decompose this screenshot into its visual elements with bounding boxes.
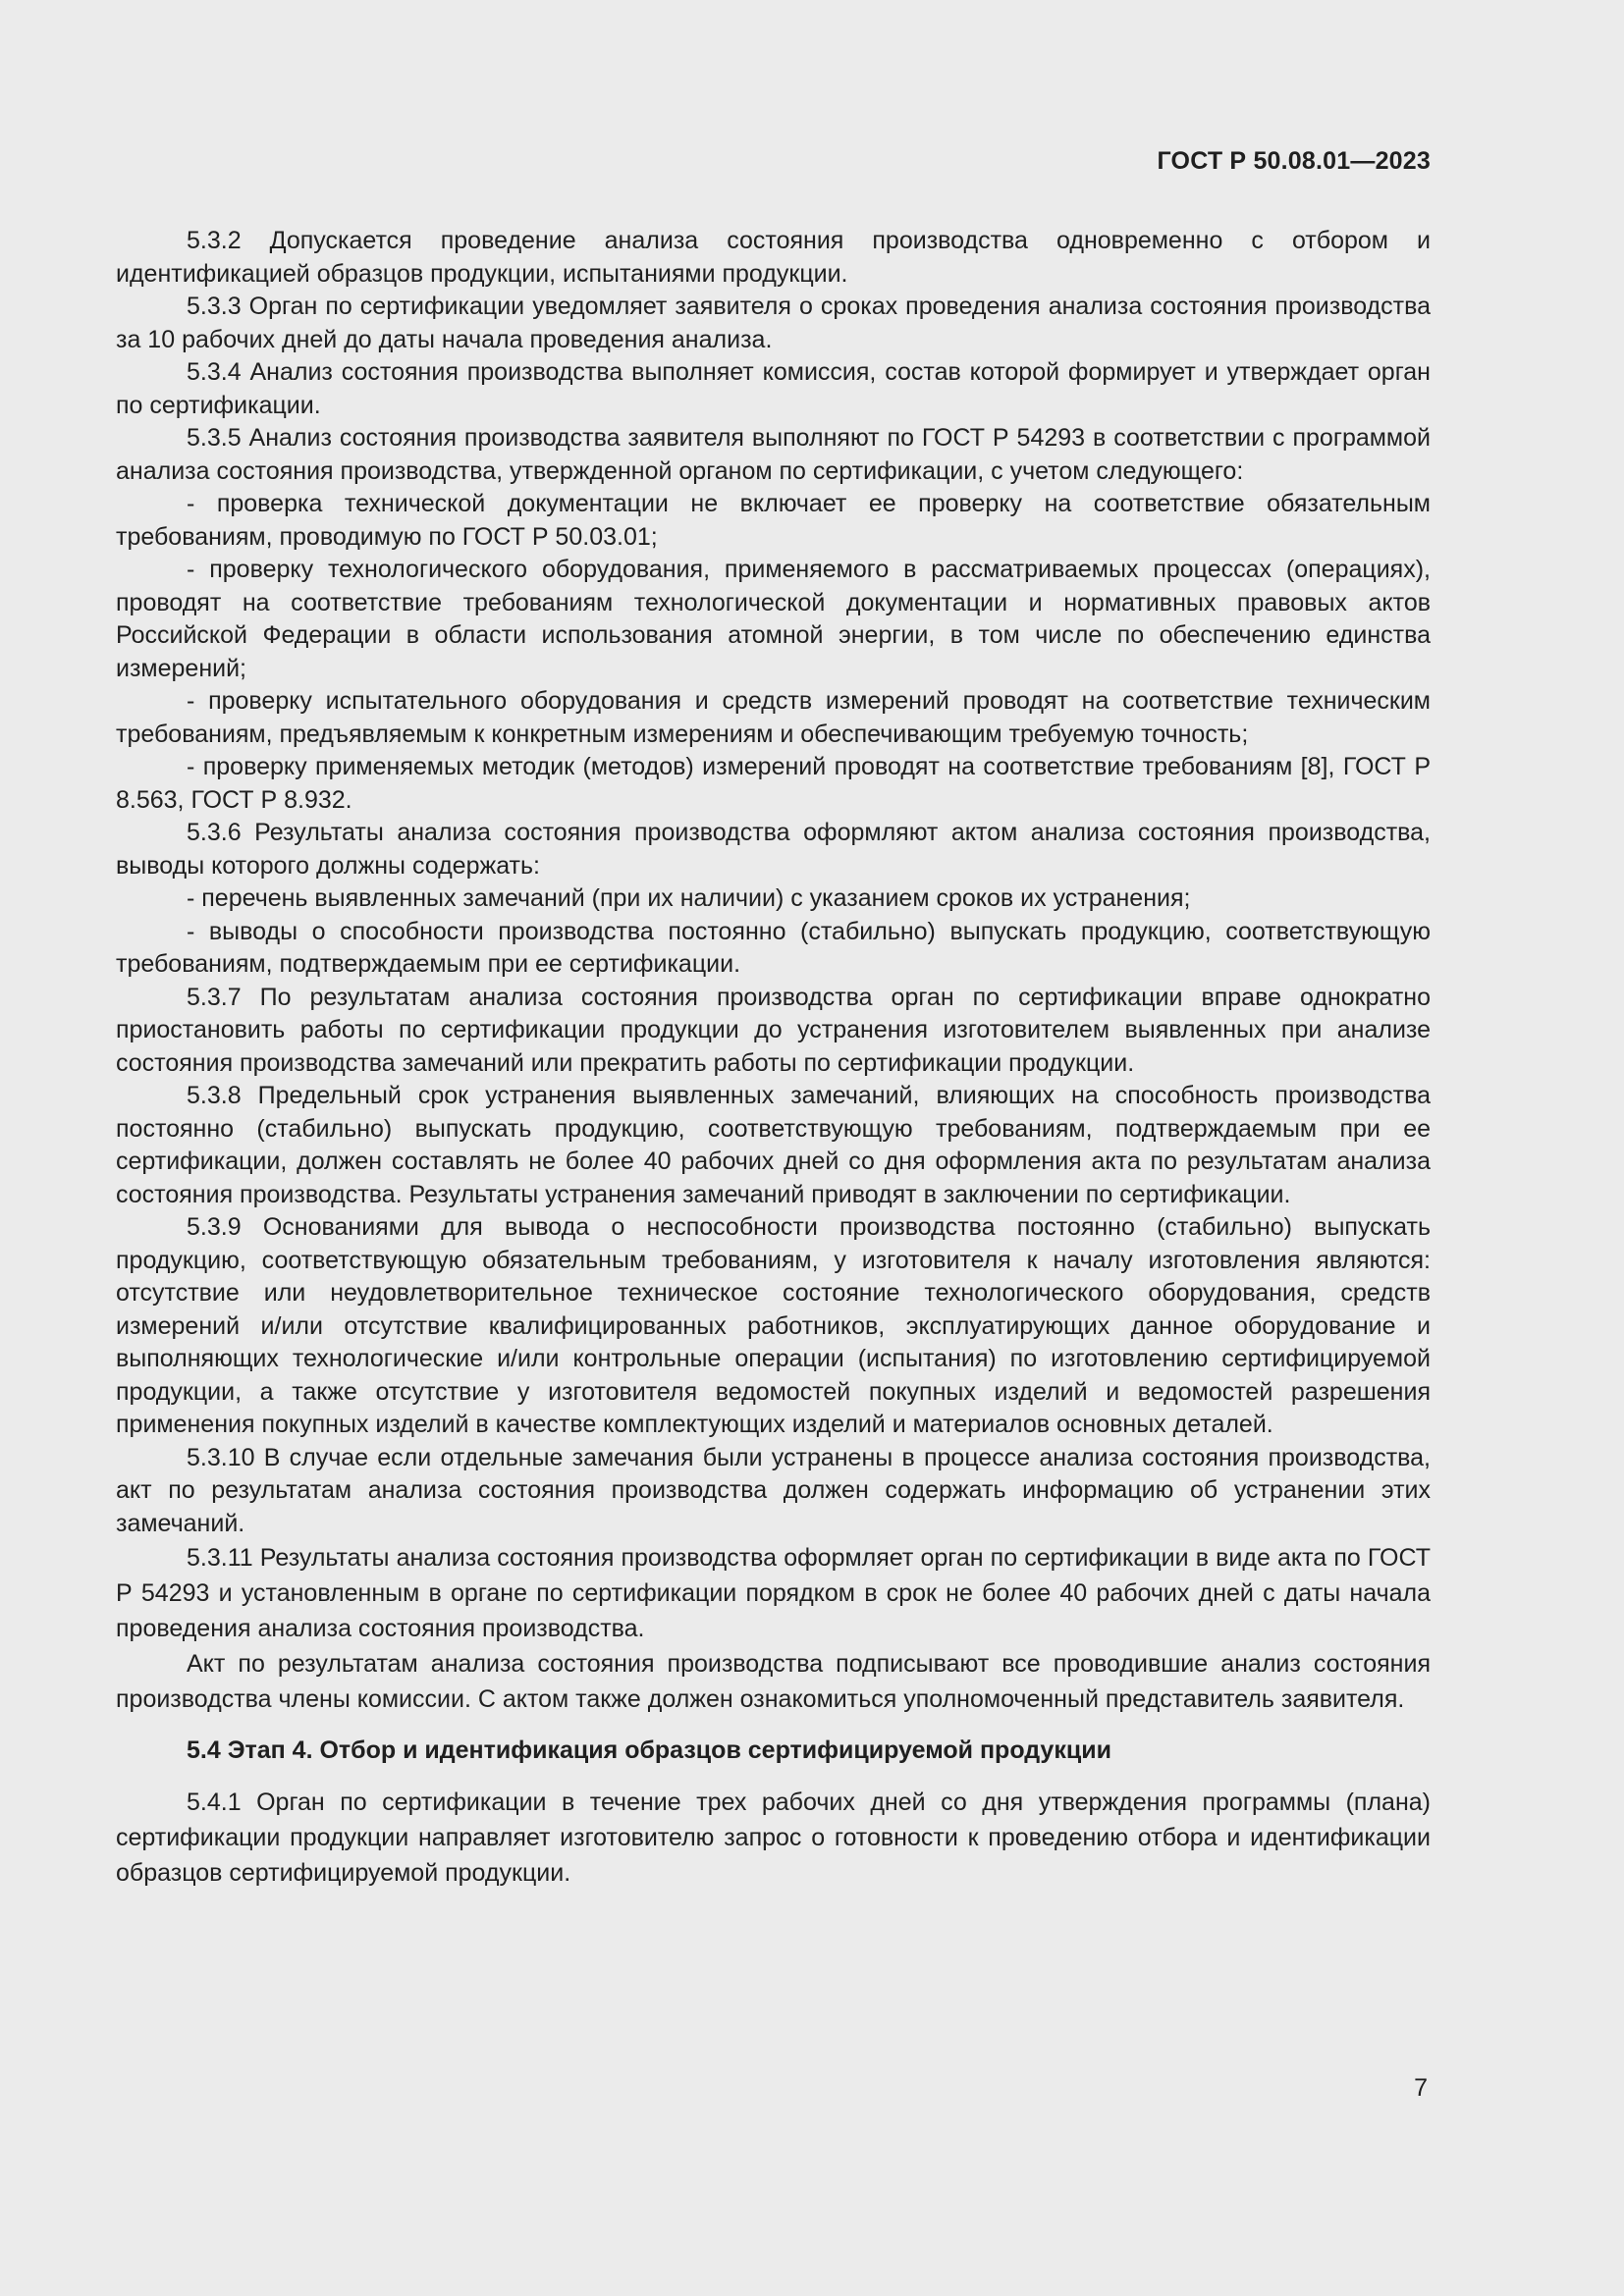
paragraph-5-3-9: 5.3.9 Основаниями для вывода о неспособности производства постоянно (стабильно) выпускать продукцию, соответствующую обязательным требованиям, у изготовителя к началу изготовления являются: отсутствие или неудовлетворительное техническое состояние технологического оборудования, средств измерений и/или отсутствие квалифицированных работников, эксплуатирующих данное оборудование и выполняющих технологические и/или контрольные операции (испытания) по изготовлению сертифицируемой продукции, а также отсутствие у изготовителя ведомостей покупных изделий и ведомостей разрешения применения покупных изделий в качестве комплектующих изделий и материалов основных деталей. bbox=[116, 1213, 1431, 1438]
list-item: - проверку технологического оборудования, применяемого в рассматриваемых процессах (операциях), проводят на соответствие требованиям технологической документации и нормативных правовых актов Российской Федерации в области использования атомной энергии, в том числе по обеспечению единства измерений; bbox=[116, 556, 1431, 682]
list-item: - перечень выявленных замечаний (при их наличии) с указанием сроков их устранения; bbox=[187, 884, 1191, 912]
paragraph-act-signing: Акт по результатам анализа состояния производства подписывают все проводившие анализ состояния производства члены комиссии. С актом также должен ознакомиться уполномоченный представитель заявителя. bbox=[116, 1650, 1431, 1713]
document-body bbox=[116, 225, 1431, 1891]
page-number: 7 bbox=[1414, 2074, 1428, 2102]
paragraph-5-3-7: 5.3.7 По результатам анализа состояния производства орган по сертификации вправе однократно приостановить работы по сертификации продукции до устранения изготовителем выявленных при анализе состояния производства замечаний или прекратить работы по сертификации продукции. bbox=[116, 983, 1431, 1077]
list-item: - проверку применяемых методик (методов) измерений проводят на соответствие требованиям [8], ГОСТ Р 8.563, ГОСТ Р 8.932. bbox=[116, 753, 1431, 814]
paragraph-5-3-6: 5.3.6 Результаты анализа состояния производства оформляют актом анализа состояния производства, выводы которого должны содержать: bbox=[116, 819, 1431, 880]
paragraph-5-3-2: 5.3.2 Допускается проведение анализа состояния производства одновременно с отбором и идентификацией образцов продукции, испытаниями продукции. bbox=[116, 227, 1431, 288]
paragraph-5-3-3: 5.3.3 Орган по сертификации уведомляет заявителя о сроках проведения анализа состояния производства за 10 рабочих дней до даты начала проведения анализа. bbox=[116, 293, 1431, 353]
paragraph-5-4-1: 5.4.1 Орган по сертификации в течение трех рабочих дней со дня утверждения программы (плана) сертификации продукции направляет изготовителю запрос о готовности к проведению отбора и идентификации образцов сертифицируемой продукции. bbox=[116, 1789, 1431, 1887]
list-item: - проверка технической документации не включает ее проверку на соответствие обязательным требованиям, проводимую по ГОСТ Р 50.03.01; bbox=[116, 490, 1431, 551]
section-heading-5-4: 5.4 Этап 4. Отбор и идентификация образцов сертифицируемой продукции bbox=[187, 1736, 1111, 1764]
paragraph-5-3-5: 5.3.5 Анализ состояния производства заявителя выполняют по ГОСТ Р 54293 в соответствии с программой анализа состояния производства, утвержденной органом по сертификации, с учетом следующего: bbox=[116, 424, 1431, 485]
list-item: - выводы о способности производства постоянно (стабильно) выпускать продукцию, соответствующую требованиям, подтверждаемым при ее сертификации. bbox=[116, 917, 1431, 978]
paragraph-5-3-11: 5.3.11 Результаты анализа состояния производства оформляет орган по сертификации в виде акта по ГОСТ Р 54293 и установленным в органе по сертификации порядком в срок не более 40 рабочих дней с даты начала проведения анализа состояния производства. bbox=[116, 1544, 1431, 1642]
list-item: - проверку испытательного оборудования и средств измерений проводят на соответствие техническим требованиям, предъявляемым к конкретным измерениям и обеспечивающим требуемую точность; bbox=[116, 687, 1431, 748]
document-code-header: ГОСТ Р 50.08.01—2023 bbox=[1157, 147, 1431, 175]
paragraph-5-3-4: 5.3.4 Анализ состояния производства выполняет комиссия, состав которой формирует и утверждает орган по сертификации. bbox=[116, 358, 1431, 419]
paragraph-5-3-10: 5.3.10 В случае если отдельные замечания были устранены в процессе анализа состояния производства, акт по результатам анализа состояния производства должен содержать информацию об устранении этих замечаний. bbox=[116, 1443, 1431, 1537]
paragraph-5-3-8: 5.3.8 Предельный срок устранения выявленных замечаний, влияющих на способность производства постоянно (стабильно) выпускать продукцию, соответствующую требованиям, подтверждаемым при ее сертификации, должен составлять не более 40 рабочих дней со дня оформления акта по результатам анализа состояния производства. Результаты устранения замечаний приводят в заключении по сертификации. bbox=[116, 1082, 1431, 1208]
